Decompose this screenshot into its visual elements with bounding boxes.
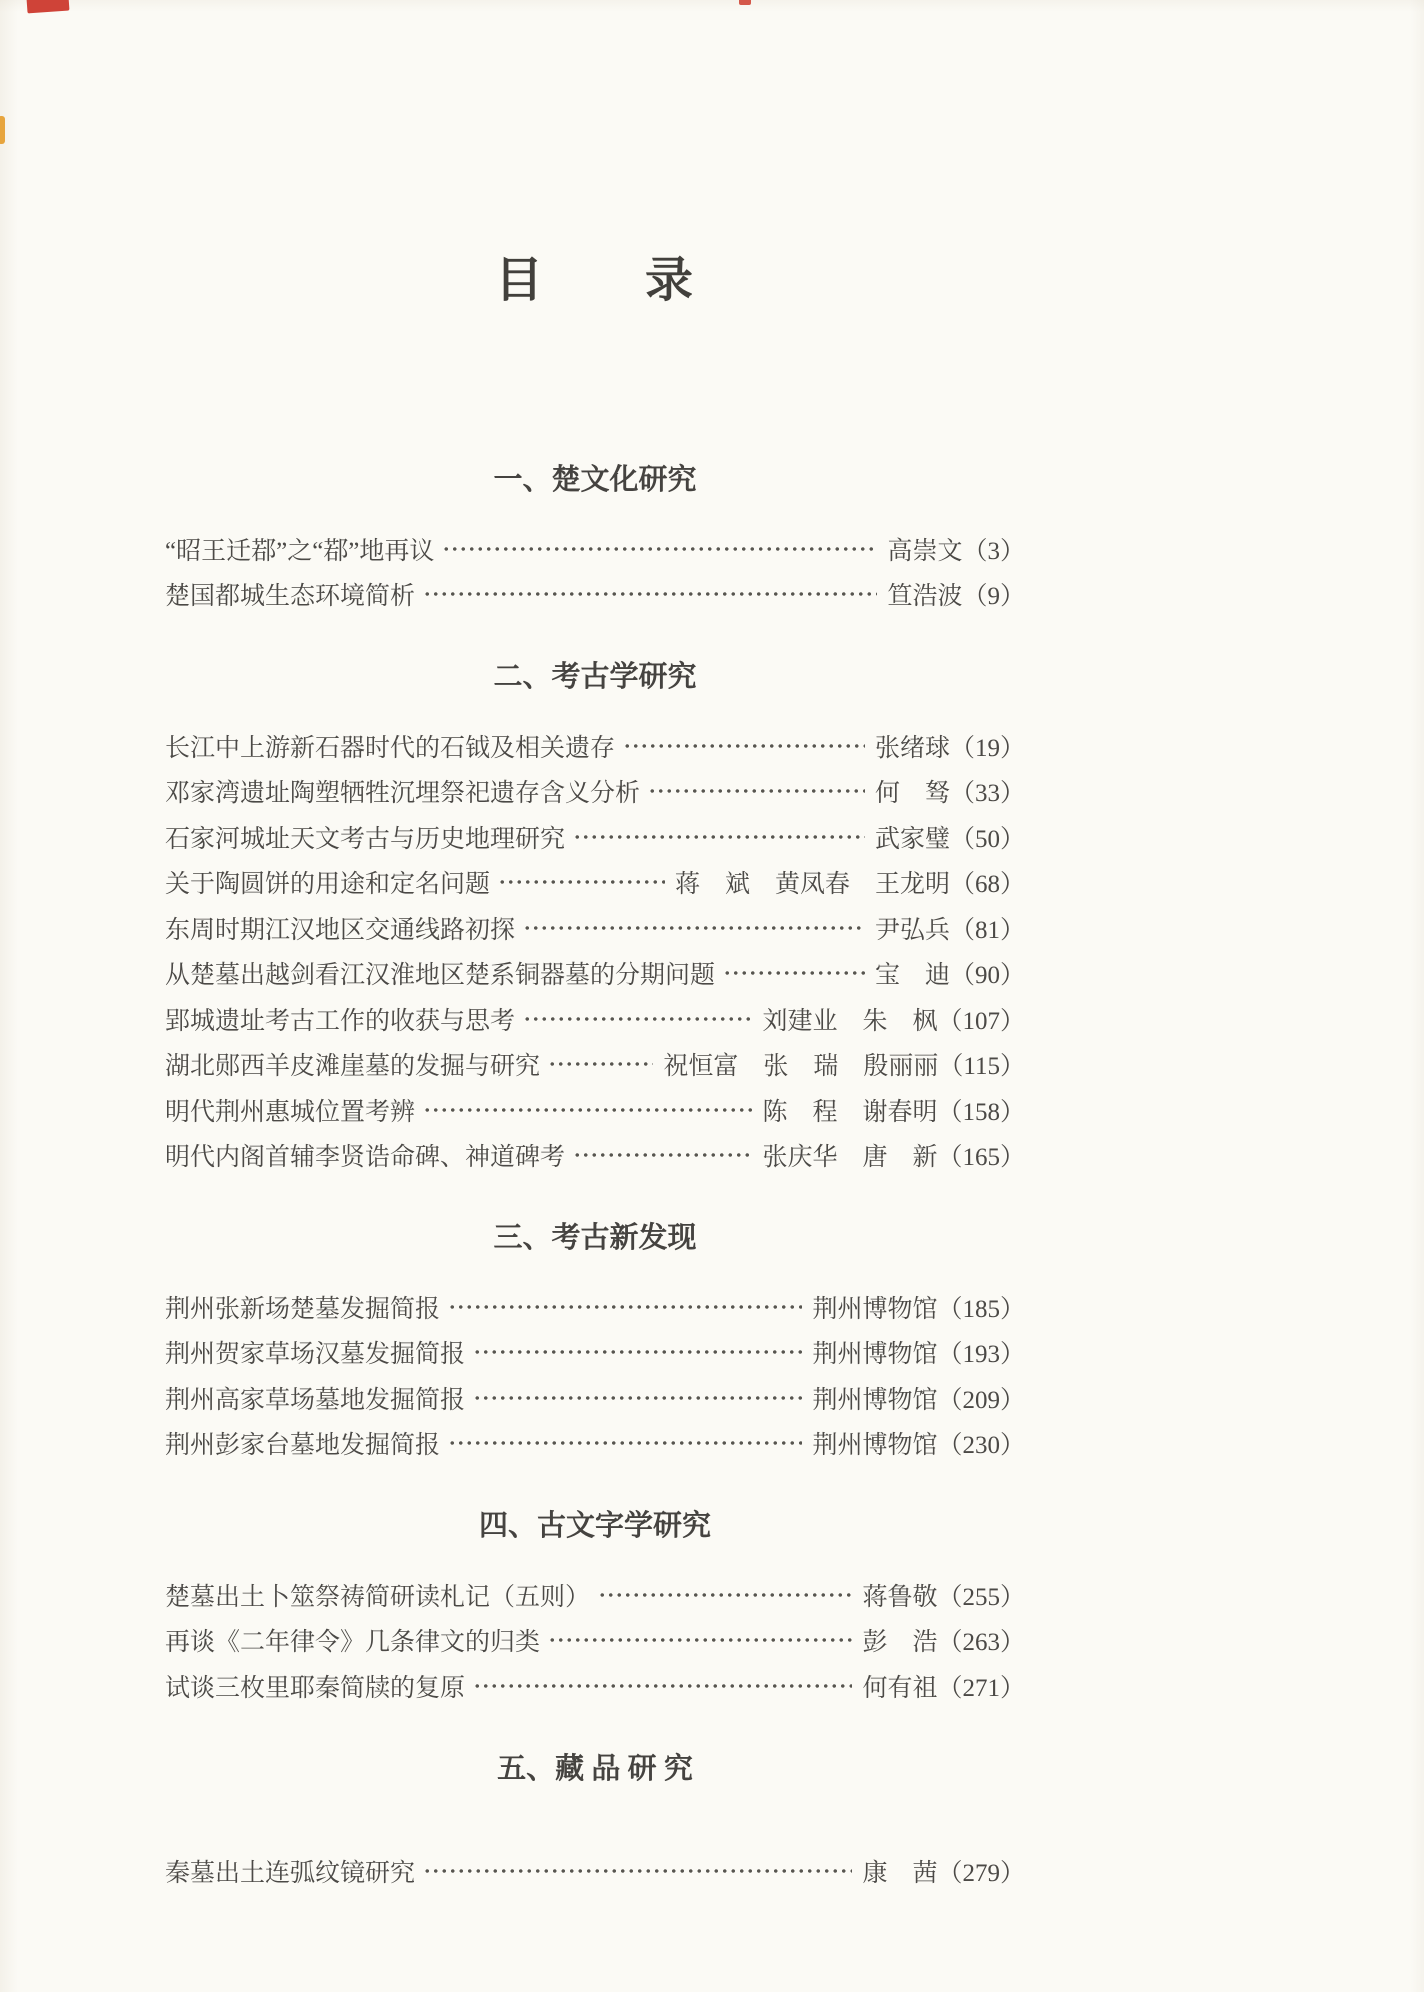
- section-entries: [165, 1572, 1025, 1709]
- entry-author-page: 彭 浩（263）: [862, 1629, 1025, 1657]
- entry-author-page: 武家璧（50）: [874, 825, 1025, 853]
- section-heading: 一、楚文化研究: [493, 464, 697, 496]
- toc-entry: [165, 1663, 1025, 1709]
- entry-title: 明代荆州惠城位置考辨: [165, 1098, 416, 1126]
- entry-author-page: 荆州博物馆（209）: [812, 1386, 1025, 1414]
- section-heading: 四、古文字学研究: [478, 1510, 711, 1542]
- entry-author-page: 陈 程 谢春明（158）: [762, 1098, 1025, 1126]
- scan-artifact-orange: [0, 116, 5, 144]
- dotted-leader: [448, 1303, 802, 1311]
- dotted-leader: [548, 1060, 653, 1068]
- entry-title: 郢城遗址考古工作的收获与思考: [165, 1007, 516, 1035]
- toc-entry: [165, 769, 1025, 815]
- toc-entry: [165, 572, 1025, 618]
- section-entries: [165, 1849, 1025, 1895]
- entry-author-page: 刘建业 朱 枫（107）: [762, 1007, 1025, 1035]
- dotted-leader: [473, 1394, 802, 1402]
- entry-title: 楚墓出土卜筮祭祷简研读札记（五则）: [165, 1583, 591, 1611]
- entry-title: 荆州张新场楚墓发掘简报: [165, 1295, 441, 1323]
- toc-entry: [165, 1133, 1025, 1179]
- section-paleography: [165, 1506, 1025, 1709]
- toc-entry: [165, 723, 1025, 769]
- dotted-leader: [523, 1015, 752, 1023]
- toc-content: [165, 0, 1025, 1894]
- section-heading: 三、考古新发现: [493, 1222, 697, 1254]
- entry-author-page: 何有祖（271）: [862, 1674, 1025, 1702]
- section-heading: 二、考古学研究: [493, 661, 697, 693]
- entry-author-page: 荆州博物馆（185）: [812, 1295, 1025, 1323]
- entry-author-page: 荆州博物馆（230）: [812, 1432, 1025, 1460]
- toc-entry: [165, 1087, 1025, 1133]
- entry-author-page: 祝恒富 张 瑞 殷丽丽（115）: [663, 1053, 1025, 1081]
- dotted-leader: [442, 545, 877, 553]
- toc-entry: [165, 1284, 1025, 1330]
- dotted-leader: [723, 969, 865, 977]
- toc-entry: [165, 996, 1025, 1042]
- dotted-leader: [423, 1867, 852, 1875]
- dotted-leader: [473, 1348, 802, 1356]
- dotted-leader: [573, 833, 865, 841]
- entry-title: 东周时期江汉地区交通线路初探: [165, 916, 516, 944]
- section-new-discoveries: [165, 1218, 1025, 1466]
- toc-entry: [165, 1618, 1025, 1664]
- page-title: 目 录: [494, 254, 695, 307]
- dotted-leader: [423, 1106, 752, 1114]
- entry-title: 邓家湾遗址陶塑牺牲沉埋祭祀遗存含义分析: [165, 780, 641, 808]
- entry-author-page: 蒋鲁敬（255）: [862, 1583, 1025, 1611]
- toc-entry: [165, 1421, 1025, 1467]
- entry-author-page: 张庆华 唐 新（165）: [762, 1144, 1025, 1172]
- entry-author-page: 蒋 斌 黄凤春 王龙明（68）: [674, 871, 1025, 899]
- dotted-leader: [498, 878, 665, 886]
- dotted-leader: [473, 1682, 852, 1690]
- section-collection-research: [165, 1749, 1025, 1895]
- dotted-leader: [623, 742, 865, 750]
- entry-title: 长江中上游新石器时代的石钺及相关遗存: [165, 734, 616, 762]
- section-entries: [165, 723, 1025, 1178]
- toc-entry: [165, 1572, 1025, 1618]
- entry-author-page: 笪浩波（9）: [887, 583, 1025, 611]
- section-entries: [165, 526, 1025, 617]
- dotted-leader: [523, 924, 865, 932]
- entry-title: 试谈三枚里耶秦简牍的复原: [165, 1674, 466, 1702]
- entry-title: “昭王迁鄀”之“鄀”地再议: [165, 537, 435, 565]
- entry-title: 再谈《二年律令》几条律文的归类: [165, 1629, 541, 1657]
- entry-title: 石家河城址天文考古与历史地理研究: [165, 825, 566, 853]
- entry-title: 荆州高家草场墓地发掘简报: [165, 1386, 466, 1414]
- entry-author-page: 荆州博物馆（193）: [812, 1341, 1025, 1369]
- entry-title: 荆州彭家台墓地发掘简报: [165, 1432, 441, 1460]
- toc-entry: [165, 905, 1025, 951]
- entry-author-page: 何 驽（33）: [874, 780, 1025, 808]
- dotted-leader: [423, 590, 877, 598]
- toc-entry: [165, 860, 1025, 906]
- section-entries: [165, 1284, 1025, 1466]
- toc-entry: [165, 526, 1025, 572]
- toc-entry: [165, 1330, 1025, 1376]
- dotted-leader: [448, 1439, 802, 1447]
- toc-entry: [165, 1375, 1025, 1421]
- section-archaeology-research: [165, 657, 1025, 1178]
- entry-title: 湖北郧西羊皮滩崖墓的发掘与研究: [165, 1053, 541, 1081]
- section-chu-culture: [165, 460, 1025, 617]
- toc-entry: [165, 951, 1025, 997]
- entry-title: 荆州贺家草场汉墓发掘简报: [165, 1341, 466, 1369]
- toc-entry: [165, 814, 1025, 860]
- entry-author-page: 康 茜（279）: [862, 1860, 1025, 1888]
- entry-title: 明代内阁首辅李贤诰命碑、神道碑考: [165, 1144, 566, 1172]
- entry-title: 秦墓出土连弧纹镜研究: [165, 1860, 416, 1888]
- dotted-leader: [598, 1591, 852, 1599]
- toc-entry: [165, 1042, 1025, 1088]
- section-heading: 五、藏 品 研 究: [497, 1752, 693, 1785]
- toc-entry: [165, 1849, 1025, 1895]
- entry-title: 关于陶圆饼的用途和定名问题: [165, 871, 491, 899]
- dotted-leader: [548, 1636, 852, 1644]
- entry-author-page: 高崇文（3）: [887, 537, 1025, 565]
- entry-title: 楚国都城生态环境简析: [165, 583, 416, 611]
- dotted-leader: [648, 787, 865, 795]
- entry-title: 从楚墓出越剑看江汉淮地区楚系铜器墓的分期问题: [165, 962, 716, 990]
- entry-author-page: 宝 迪（90）: [874, 962, 1025, 990]
- entry-author-page: 尹弘兵（81）: [874, 916, 1025, 944]
- entry-author-page: 张绪球（19）: [874, 734, 1025, 762]
- dotted-leader: [573, 1151, 752, 1159]
